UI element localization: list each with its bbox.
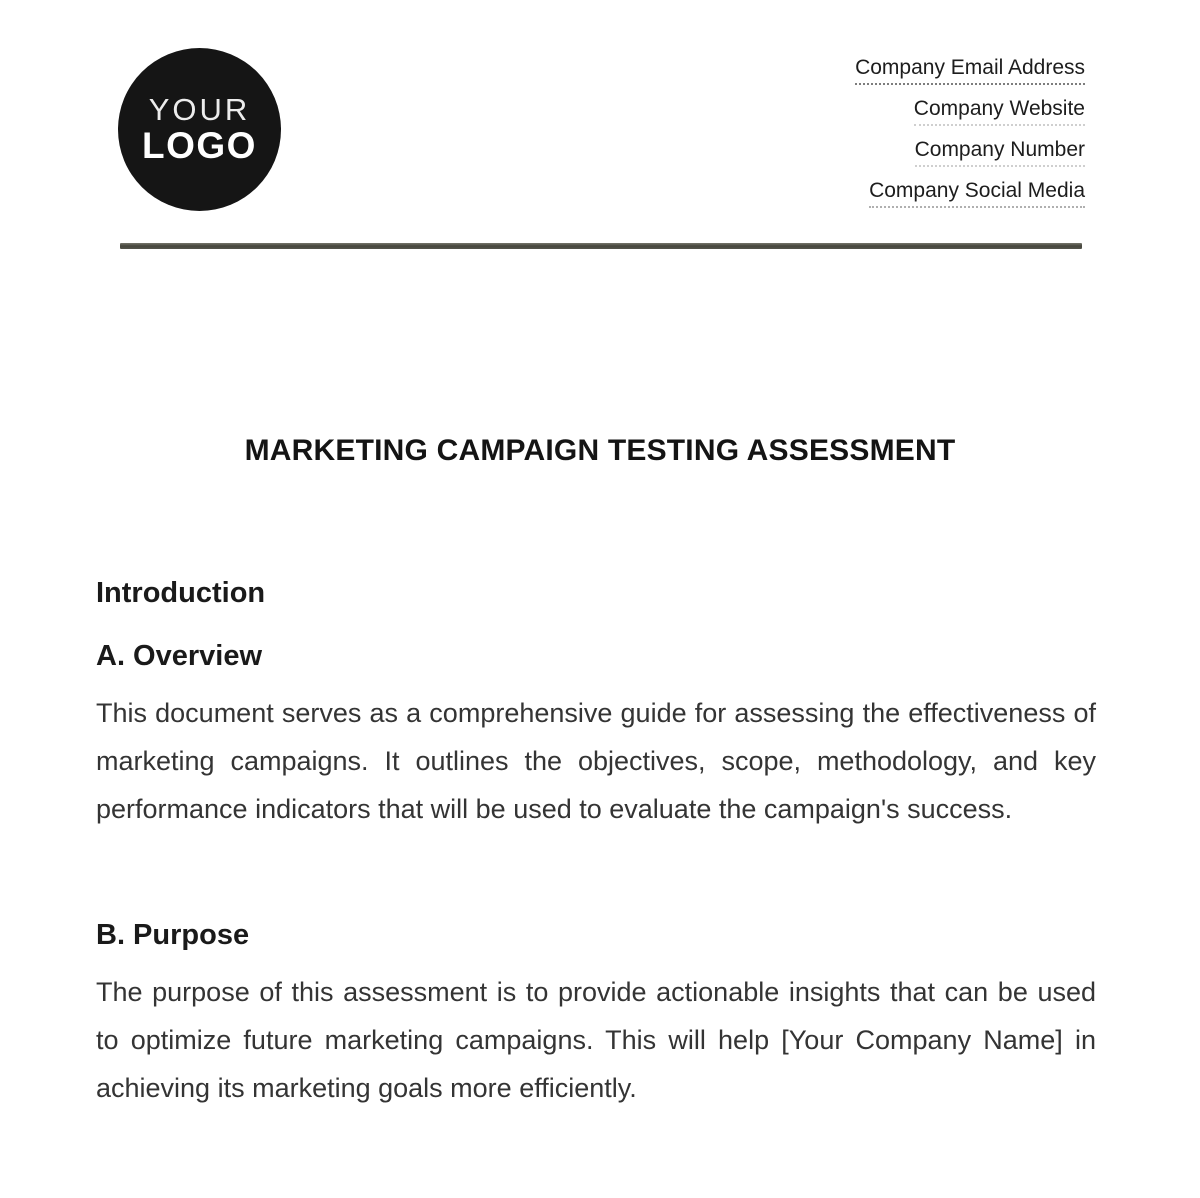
document-title: MARKETING CAMPAIGN TESTING ASSESSMENT [244,434,956,467]
overview-paragraph: This document serves as a comprehensive guide for assessing the effectiveness of marketing campaigns. It outlines the objectives, scope, methodology, and key performance indicators that will be used to evaluate the campaign's success. [96,698,1096,824]
logo-text-logo: LOGO [142,125,257,167]
header-link-row [855,136,1085,177]
company-email-link[interactable]: Company Email Address [855,54,1085,85]
header-contact-links [855,54,1085,218]
purpose-paragraph: The purpose of this assessment is to provide actionable insights that can be used to optimize future marketing campaigns. This will help [Your Company Name] in achieving its marketing goals more efficiently. [96,977,1096,1103]
company-social-media-link[interactable]: Company Social Media [869,177,1085,208]
logo-text-your: YOUR [148,91,251,127]
header-divider-rule [120,243,1082,249]
company-website-link[interactable]: Company Website [914,95,1085,126]
header-link-row [855,95,1085,136]
company-logo [118,48,281,211]
company-number-link[interactable]: Company Number [915,136,1085,167]
header-link-row [855,177,1085,218]
header-link-row [855,54,1085,95]
section-heading-introduction: Introduction [96,577,266,609]
section-heading-purpose: B. Purpose [96,919,250,951]
section-heading-overview: A. Overview [96,640,263,672]
